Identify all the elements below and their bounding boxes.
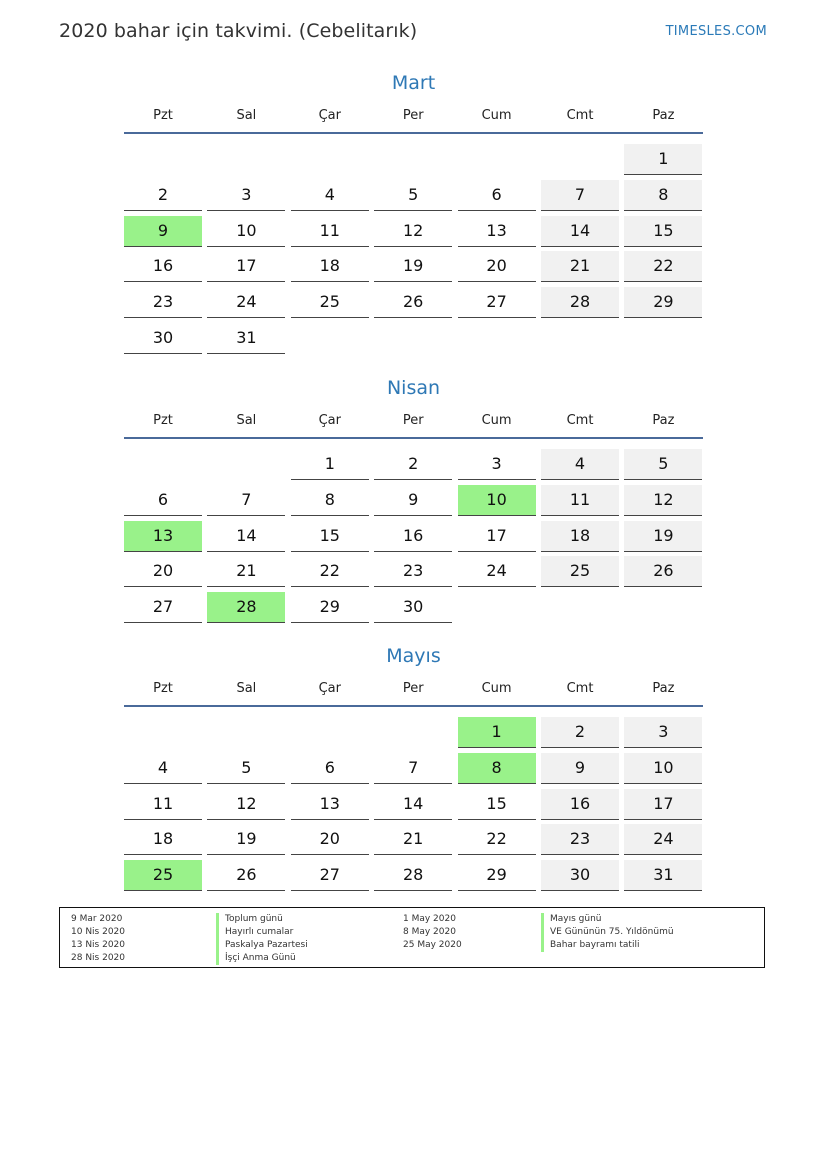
day-cell: 21: [207, 556, 285, 587]
day-cell: 19: [624, 521, 702, 552]
day-cell: 19: [207, 824, 285, 855]
day-cell: 22: [291, 556, 369, 587]
day-cell: 11: [124, 789, 202, 820]
legend-date: 8 May 2020: [403, 927, 456, 937]
day-cell: 28: [207, 592, 285, 623]
day-cell: 25: [291, 287, 369, 318]
day-cell: 28: [541, 287, 619, 318]
day-cell: 6: [291, 753, 369, 784]
month-title: Mayıs: [386, 645, 441, 667]
day-cell: 31: [207, 323, 285, 354]
day-cell: 23: [374, 556, 452, 587]
legend-holiday-name: İşçi Anma Günü: [216, 952, 308, 965]
day-cell: 14: [207, 521, 285, 552]
day-cell: 2: [374, 449, 452, 480]
day-cell: 2: [124, 180, 202, 211]
weekday-label: Sal: [236, 681, 257, 696]
weekday-label: Çar: [318, 108, 341, 123]
day-cell: 30: [374, 592, 452, 623]
day-cell: 27: [124, 592, 202, 623]
day-cell: 4: [124, 753, 202, 784]
day-cell: 28: [374, 860, 452, 891]
day-cell: 17: [624, 789, 702, 820]
legend-holiday-name: Bahar bayramı tatili: [541, 939, 674, 952]
weekday-label: Cum: [481, 413, 512, 428]
weekday-label: Pzt: [153, 413, 173, 428]
weekday-label: Cum: [481, 108, 512, 123]
weekday-label: Per: [402, 681, 424, 696]
day-cell: 1: [291, 449, 369, 480]
legend-names-col-1: [216, 913, 308, 965]
weekday-divider: [124, 437, 703, 439]
legend-date: 28 Nis 2020: [71, 953, 125, 963]
day-cell: 11: [291, 216, 369, 247]
weekday-label: Per: [402, 413, 424, 428]
day-cell: 17: [458, 521, 536, 552]
day-cell: 18: [124, 824, 202, 855]
day-cell: 15: [291, 521, 369, 552]
day-cell: 10: [207, 216, 285, 247]
weekday-label: Paz: [652, 108, 675, 123]
day-cell: 16: [374, 521, 452, 552]
legend-date: 10 Nis 2020: [71, 927, 125, 937]
day-cell: 8: [624, 180, 702, 211]
day-cell: 5: [207, 753, 285, 784]
day-cell: 17: [207, 251, 285, 282]
day-cell: 30: [124, 323, 202, 354]
legend-dates-col-1: [71, 913, 125, 965]
day-cell: 18: [291, 251, 369, 282]
day-cell: 7: [541, 180, 619, 211]
day-cell: 22: [624, 251, 702, 282]
day-cell: 9: [541, 753, 619, 784]
weekday-label: Sal: [236, 108, 257, 123]
day-cell: 31: [624, 860, 702, 891]
day-cell: 3: [624, 717, 702, 748]
legend-date: 1 May 2020: [403, 914, 456, 924]
weekday-label: Per: [402, 108, 424, 123]
day-cell: 13: [124, 521, 202, 552]
day-cell: 27: [291, 860, 369, 891]
day-cell: 11: [541, 485, 619, 516]
day-cell: 25: [541, 556, 619, 587]
day-cell: 20: [291, 824, 369, 855]
weekday-label: Çar: [318, 681, 341, 696]
weekday-label: Cmt: [566, 413, 594, 428]
month-title: Nisan: [386, 377, 441, 399]
day-cell: 6: [124, 485, 202, 516]
day-cell: 18: [541, 521, 619, 552]
holiday-legend: [59, 907, 765, 968]
day-cell: 20: [458, 251, 536, 282]
day-cell: 15: [458, 789, 536, 820]
day-cell: 10: [624, 753, 702, 784]
day-cell: 3: [458, 449, 536, 480]
day-cell: 15: [624, 216, 702, 247]
day-cell: 3: [207, 180, 285, 211]
weekday-divider: [124, 705, 703, 707]
month-title: Mart: [391, 72, 436, 94]
day-cell: 19: [374, 251, 452, 282]
day-cell: 7: [374, 753, 452, 784]
day-cell: 4: [291, 180, 369, 211]
legend-names-col-2: [541, 913, 674, 952]
day-cell: 12: [624, 485, 702, 516]
day-cell: 14: [374, 789, 452, 820]
day-cell: 13: [291, 789, 369, 820]
day-cell: 24: [458, 556, 536, 587]
weekday-label: Pzt: [153, 108, 173, 123]
day-cell: 1: [458, 717, 536, 748]
legend-holiday-name: VE Gününün 75. Yıldönümü: [541, 926, 674, 939]
day-cell: 12: [207, 789, 285, 820]
day-cell: 7: [207, 485, 285, 516]
weekday-header: [124, 108, 703, 128]
day-cell: 10: [458, 485, 536, 516]
brand-link[interactable]: TIMESLES.COM: [665, 24, 767, 39]
day-cell: 26: [624, 556, 702, 587]
day-cell: 24: [624, 824, 702, 855]
weekday-label: Çar: [318, 413, 341, 428]
legend-date: 13 Nis 2020: [71, 940, 125, 950]
day-cell: 4: [541, 449, 619, 480]
day-cell: 12: [374, 216, 452, 247]
page-title: 2020 bahar için takvimi. (Cebelitarık): [59, 20, 418, 42]
weekday-label: Pzt: [153, 681, 173, 696]
legend-holiday-name: Mayıs günü: [541, 913, 674, 926]
day-cell: 29: [291, 592, 369, 623]
day-cell: 6: [458, 180, 536, 211]
day-cell: 26: [207, 860, 285, 891]
day-cell: 27: [458, 287, 536, 318]
day-cell: 30: [541, 860, 619, 891]
day-cell: 23: [124, 287, 202, 318]
weekday-header: [124, 413, 703, 433]
day-cell: 25: [124, 860, 202, 891]
day-cell: 8: [291, 485, 369, 516]
weekday-label: Paz: [652, 413, 675, 428]
day-cell: 5: [374, 180, 452, 211]
day-cell: 9: [374, 485, 452, 516]
weekday-label: Cmt: [566, 108, 594, 123]
day-cell: 22: [458, 824, 536, 855]
weekday-divider: [124, 132, 703, 134]
day-cell: 9: [124, 216, 202, 247]
legend-date: 25 May 2020: [403, 940, 462, 950]
day-cell: 16: [124, 251, 202, 282]
day-cell: 29: [458, 860, 536, 891]
legend-holiday-name: Paskalya Pazartesi: [216, 939, 308, 952]
weekday-label: Cum: [481, 681, 512, 696]
day-cell: 26: [374, 287, 452, 318]
legend-dates-col-2: [403, 913, 462, 952]
day-cell: 23: [541, 824, 619, 855]
day-cell: 29: [624, 287, 702, 318]
day-cell: 16: [541, 789, 619, 820]
legend-holiday-name: Toplum günü: [216, 913, 308, 926]
day-cell: 20: [124, 556, 202, 587]
day-cell: 14: [541, 216, 619, 247]
day-cell: 21: [541, 251, 619, 282]
legend-date: 9 Mar 2020: [71, 914, 123, 924]
day-cell: 1: [624, 144, 702, 175]
day-cell: 24: [207, 287, 285, 318]
weekday-header: [124, 681, 703, 701]
weekday-label: Sal: [236, 413, 257, 428]
day-cell: 2: [541, 717, 619, 748]
day-cell: 5: [624, 449, 702, 480]
weekday-label: Paz: [652, 681, 675, 696]
legend-holiday-name: Hayırlı cumalar: [216, 926, 308, 939]
day-cell: 21: [374, 824, 452, 855]
day-cell: 8: [458, 753, 536, 784]
day-cell: 13: [458, 216, 536, 247]
weekday-label: Cmt: [566, 681, 594, 696]
